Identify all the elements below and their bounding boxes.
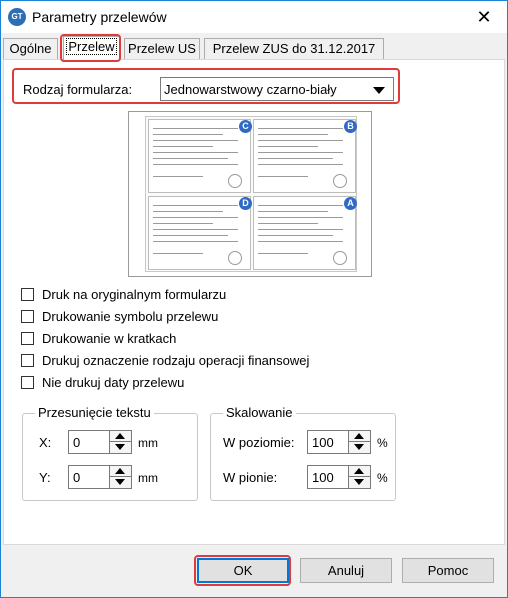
tab-label: Przelew US xyxy=(128,41,196,56)
tab-przelew[interactable] xyxy=(63,36,120,60)
spin-up-icon[interactable] xyxy=(349,466,370,477)
window-title: Parametry przelewów xyxy=(32,9,167,25)
close-icon[interactable]: ✕ xyxy=(476,7,492,27)
cancel-button[interactable]: Anuluj xyxy=(300,558,392,583)
scale-h-stepper[interactable] xyxy=(307,430,371,454)
app-logo-icon: GT xyxy=(8,8,26,26)
form-type-label: Rodzaj formularza: xyxy=(23,82,133,97)
scale-v-label: W pionie: xyxy=(223,470,278,485)
shift-y-stepper[interactable] xyxy=(68,465,132,489)
spin-up-icon[interactable] xyxy=(110,466,131,477)
form-type-select[interactable] xyxy=(160,77,394,101)
scale-v-value: 100 xyxy=(312,470,334,485)
spin-buttons xyxy=(109,431,131,453)
shift-y-value: 0 xyxy=(73,470,81,485)
chevron-down-icon xyxy=(373,87,385,94)
spin-up-icon[interactable] xyxy=(110,431,131,442)
shift-x-unit: mm xyxy=(138,436,158,450)
tab-label: Przelew xyxy=(68,39,115,54)
tab-label: Ogólne xyxy=(9,41,52,56)
badge-b: B xyxy=(344,120,357,133)
tab-panel xyxy=(3,59,505,545)
spin-down-icon[interactable] xyxy=(110,442,131,453)
scaling-group xyxy=(210,405,396,501)
scale-h-value: 100 xyxy=(312,435,334,450)
shift-y-unit: mm xyxy=(138,471,158,485)
checkbox-label: Nie drukuj daty przelewu xyxy=(42,375,185,390)
scale-v-stepper[interactable] xyxy=(307,465,371,489)
checkbox[interactable] xyxy=(21,354,34,367)
scaling-legend: Skalowanie xyxy=(223,405,296,420)
checkbox[interactable] xyxy=(21,376,34,389)
checkbox-label: Drukowanie symbolu przelewu xyxy=(42,309,219,324)
shift-x-value: 0 xyxy=(73,435,81,450)
tab-ogolne[interactable] xyxy=(3,38,58,59)
checkbox[interactable] xyxy=(21,332,34,345)
ok-button[interactable]: OK xyxy=(197,558,289,583)
spin-up-icon[interactable] xyxy=(349,431,370,442)
badge-d: D xyxy=(239,197,252,210)
checkbox-label: Druk na oryginalnym formularzu xyxy=(42,287,227,302)
spin-buttons xyxy=(348,431,370,453)
slip-c xyxy=(148,119,251,193)
help-button[interactable]: Pomoc xyxy=(402,558,494,583)
badge-c: C xyxy=(239,120,252,133)
badge-a: A xyxy=(344,197,357,210)
spin-down-icon[interactable] xyxy=(349,477,370,488)
tab-przelew-us[interactable] xyxy=(124,38,200,59)
scale-v-unit: % xyxy=(377,471,388,485)
preview-sheet xyxy=(145,116,357,272)
checkbox-label: Drukuj oznaczenie rodzaju operacji finansowej xyxy=(42,353,310,368)
spin-buttons xyxy=(109,466,131,488)
scale-h-label: W poziomie: xyxy=(223,435,295,450)
form-type-value: Jednowarstwowy czarno-biały xyxy=(164,82,337,97)
scale-h-unit: % xyxy=(377,436,388,450)
checkbox[interactable] xyxy=(21,310,34,323)
spin-down-icon[interactable] xyxy=(349,442,370,453)
checkbox[interactable] xyxy=(21,288,34,301)
slip-a xyxy=(253,196,356,270)
tab-label: Przelew ZUS do 31.12.2017 xyxy=(212,41,376,56)
checkbox-label: Drukowanie w kratkach xyxy=(42,331,177,346)
form-preview-image xyxy=(128,111,372,277)
form-type-row xyxy=(17,73,398,107)
spin-down-icon[interactable] xyxy=(110,477,131,488)
spin-buttons xyxy=(348,466,370,488)
tab-przelew-zus[interactable] xyxy=(204,38,384,59)
title-bar xyxy=(1,1,507,33)
slip-d xyxy=(148,196,251,270)
slip-b xyxy=(253,119,356,193)
text-shift-group xyxy=(22,405,198,501)
shift-y-label: Y: xyxy=(39,470,51,485)
shift-x-stepper[interactable] xyxy=(68,430,132,454)
text-shift-legend: Przesunięcie tekstu xyxy=(35,405,154,420)
shift-x-label: X: xyxy=(39,435,52,450)
